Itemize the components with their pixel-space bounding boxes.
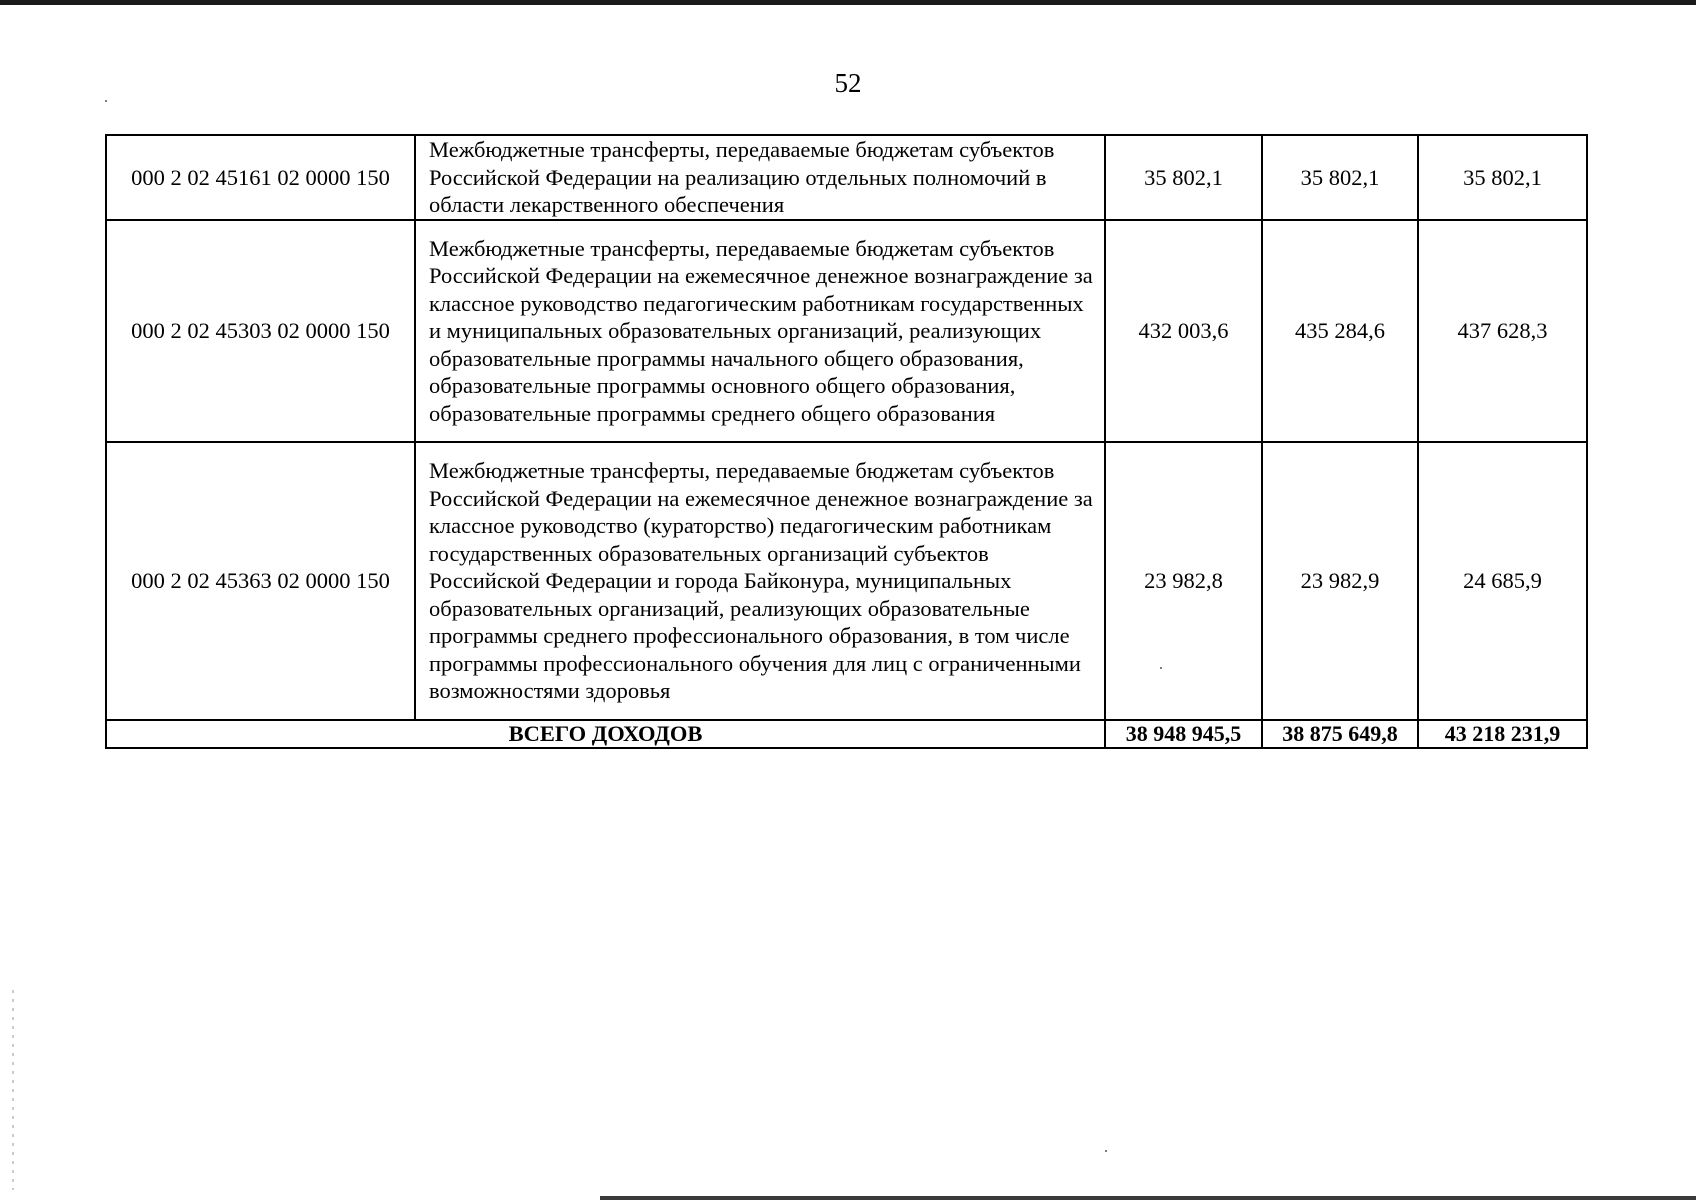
total-year-2-value: 38 875 649,8 xyxy=(1262,720,1418,748)
scan-bottom-edge xyxy=(600,1196,1696,1200)
table-row xyxy=(106,135,1587,220)
year-1-value-cell: 35 802,1 xyxy=(1105,135,1262,220)
table-row xyxy=(106,442,1587,720)
year-3-value-cell: 24 685,9 xyxy=(1418,442,1587,720)
year-2-value-cell: 35 802,1 xyxy=(1262,135,1418,220)
year-2-value-cell: 23 982,9 xyxy=(1262,442,1418,720)
year-1-value-cell: 432 003,6 xyxy=(1105,220,1262,442)
scan-top-edge xyxy=(0,0,1696,5)
year-3-value-cell: 35 802,1 xyxy=(1418,135,1587,220)
total-label: ВСЕГО ДОХОДОВ xyxy=(106,720,1105,748)
budget-code-cell: 000 2 02 45161 02 0000 150 xyxy=(106,135,415,220)
description-cell: Межбюджетные трансферты, передаваемые бюджетам субъектов Российской Федерации на ежемесячное денежное вознаграждение за классное руководство (кураторство) педагогическим работникам государственных образовательных организаций субъектов Российской Федерации и города Байконура, муниципальных образовательных организаций, реализующих образовательные программы среднего профессионального образования, в том числе программы профессионального обучения для лиц с ограниченными возможностями здоровья xyxy=(415,442,1105,720)
year-3-value-cell: 437 628,3 xyxy=(1418,220,1587,442)
scan-left-marks xyxy=(12,990,14,1190)
year-1-value-cell: 23 982,8 xyxy=(1105,442,1262,720)
description-cell: Межбюджетные трансферты, передаваемые бюджетам субъектов Российской Федерации на ежемесячное денежное вознаграждение за классное руководство педагогическим работникам государственных и муниципальных образовательных организаций, реализующих образовательные программы начального общего образования, образовательные программы основного общего образования, образовательные программы среднего общего образования xyxy=(415,220,1105,442)
budget-code-cell: 000 2 02 45363 02 0000 150 xyxy=(106,442,415,720)
revenue-table xyxy=(105,134,1588,749)
table-row xyxy=(106,220,1587,442)
scan-dot xyxy=(1105,1150,1107,1152)
total-year-1-value: 38 948 945,5 xyxy=(1105,720,1262,748)
year-2-value-cell: 435 284,6 xyxy=(1262,220,1418,442)
page-number: 52 xyxy=(834,68,862,98)
scan-dot xyxy=(105,100,107,102)
total-year-3-value: 43 218 231,9 xyxy=(1418,720,1587,748)
total-row xyxy=(106,720,1587,748)
budget-code-cell: 000 2 02 45303 02 0000 150 xyxy=(106,220,415,442)
description-cell: Межбюджетные трансферты, передаваемые бюджетам субъектов Российской Федерации на реализацию отдельных полномочий в области лекарственного обеспечения xyxy=(415,135,1105,220)
